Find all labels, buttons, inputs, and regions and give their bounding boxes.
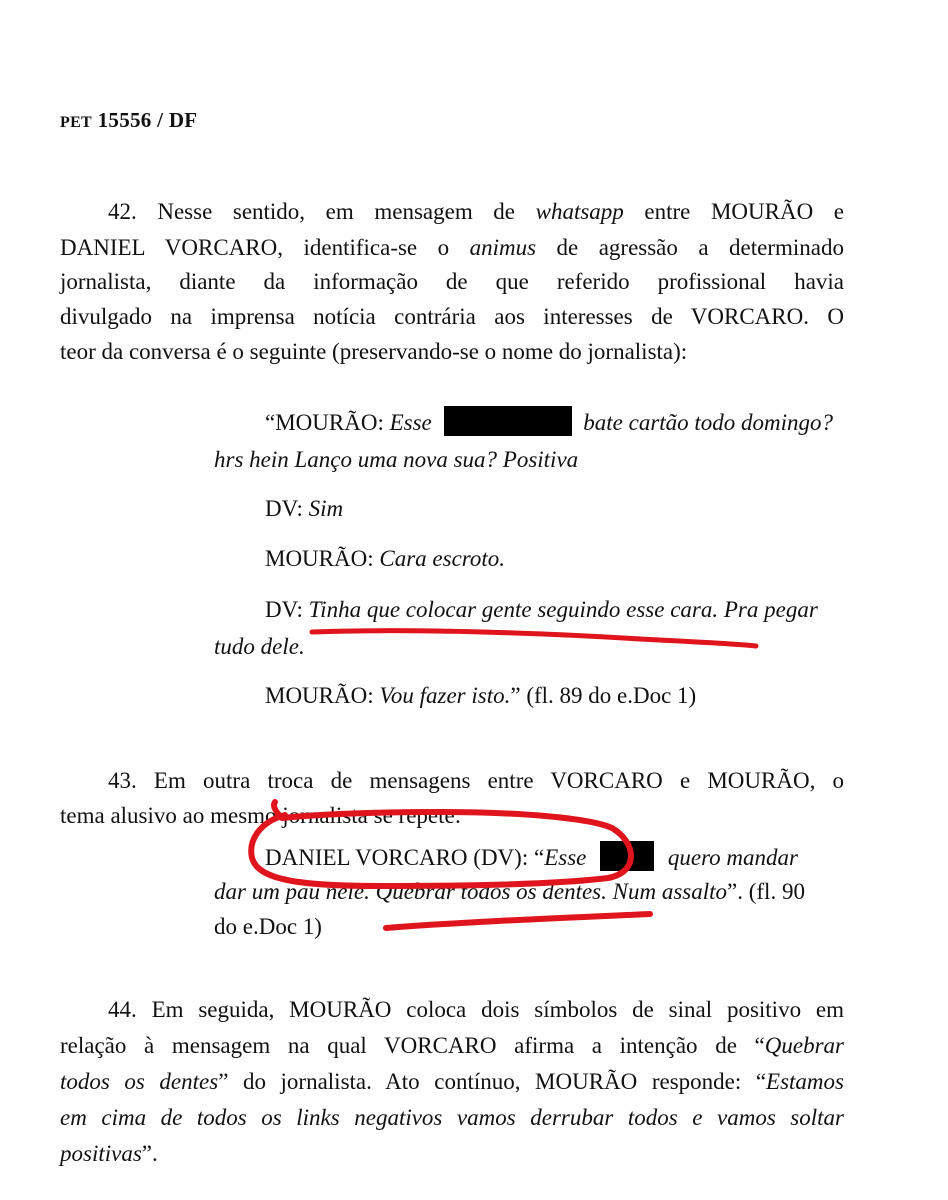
quote-42-line-7: MOURÃO: Vou fazer isto.” (fl. 89 do e.Doc 1) (265, 683, 697, 708)
paragraph-44-line-4: em cima de todos os links negativos vamos derrubar todos e vamos soltar (60, 1105, 844, 1130)
paragraph-43-line-1: 43. Em outra troca de mensagens entre VORCARO e MOURÃO, o (108, 768, 844, 793)
quote-42-line-3: DV: Sim (265, 496, 344, 521)
quote-42-line-6: tudo dele. (214, 634, 305, 659)
header-number: 15556 / DF (97, 108, 198, 132)
quote-42-line-4: MOURÃO: Cara escroto. (265, 546, 506, 571)
quote-43-line-3: do e.Doc 1) (214, 914, 322, 939)
paragraph-44-line-3: todos os dentes” do jornalista. Ato contínuo, MOURÃO responde: “Estamos (60, 1069, 844, 1094)
redaction-block (600, 841, 654, 871)
underline-annotation-1 (312, 631, 756, 646)
quote-42-line-5: DV: Tinha que colocar gente seguindo esse cara. Pra pegar (265, 597, 818, 622)
page-header (60, 108, 197, 133)
paragraph-42-line-1: 42. Nesse sentido, em mensagem de whatsapp entre MOURÃO e (108, 199, 845, 224)
paragraph-43-line-2: tema alusivo ao mesmo jornalista se repete: (60, 803, 462, 828)
quote-42-line-2: hrs hein Lanço uma nova sua? Positiva (214, 447, 579, 472)
paragraph-44-line-1: 44. Em seguida, MOURÃO coloca dois símbolos de sinal positivo em (108, 997, 844, 1022)
quote-43-line-1: DANIEL VORCARO (DV): “Esse quero mandar (265, 841, 798, 874)
paragraph-44-line-5: positivas”. (60, 1141, 158, 1166)
paragraph-42-line-4: divulgado na imprensa notícia contrária aos interesses de VORCARO. O (60, 304, 844, 329)
quote-43-line-2: dar um pau nele. Quebrar todos os dentes. Num assalto”. (fl. 90 (214, 879, 805, 904)
underline-annotation-2 (386, 914, 650, 928)
redaction-block (444, 406, 572, 436)
paragraph-44-line-2: relação à mensagem na qual VORCARO afirma a intenção de “Quebrar (60, 1033, 844, 1058)
paragraph-42-line-3: jornalista, diante da informação de que referido profissional havia (60, 269, 844, 294)
paragraph-42-line-5: teor da conversa é o seguinte (preservando-se o nome do jornalista): (60, 339, 688, 364)
quote-42-line-1: “MOURÃO: Esse bate cartão todo domingo? (265, 406, 833, 439)
paragraph-42-line-2: DANIEL VORCARO, identifica-se o animus de agressão a determinado (60, 235, 844, 260)
header-prefix: PET (60, 114, 93, 131)
